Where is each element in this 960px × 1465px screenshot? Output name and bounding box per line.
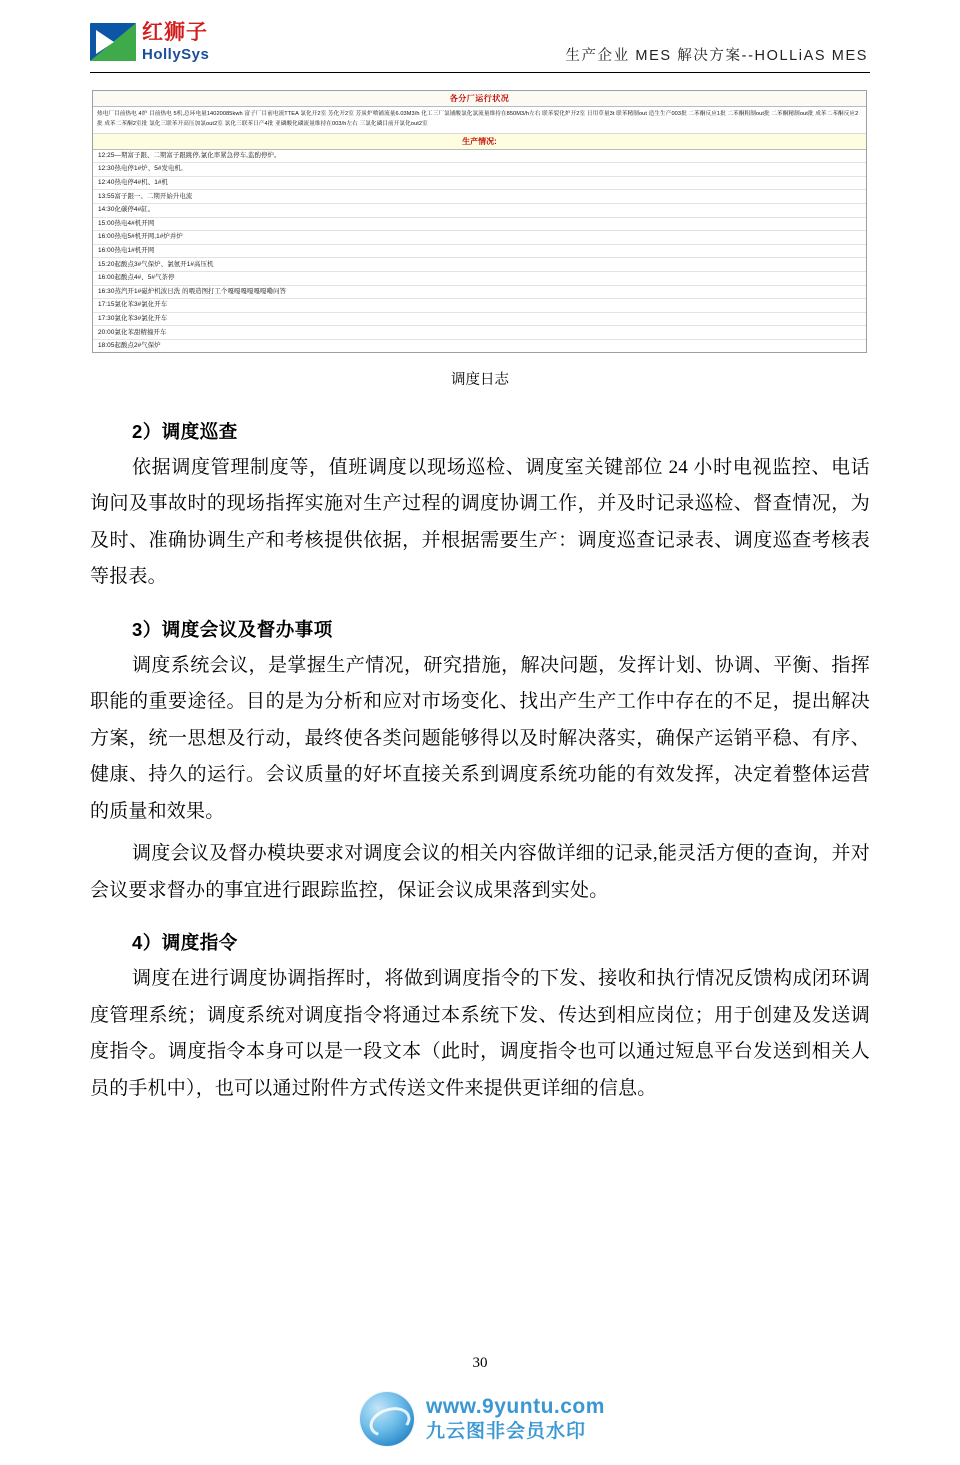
watermark-label: 九云图非会员水印 <box>426 1421 587 1443</box>
header-title: 生产企业 MES 解决方案--HOLLiAS MES <box>565 48 868 64</box>
hollysys-logo <box>90 22 209 62</box>
watermark-url: www.9yuntu.com <box>426 1395 605 1418</box>
figure-status-band: 生产情况: <box>93 134 866 150</box>
section-heading-3: 3）调度会议及督办事项 <box>132 618 333 640</box>
section-paragraph: 调度系统会议，是掌握生产情况，研究措施，解决问题，发挥计划、协调、平衡、指挥职能的重要途径。目的是为分析和应对市场变化、找出产生产工作中存在的不足，提出解决方案，统一思想及行动，最终使各类问题能够得以及时解决落实，确保产运销平稳、有序、健康、持久的运行。会议质量的好坏直接关系到调度系统功能的有效发挥，决定着整体运营的质量和效果。 <box>90 654 870 822</box>
log-row: 16:00起酸点4#、5#气茶停 <box>93 272 866 286</box>
log-row: 17:15氯化苯3#氯化开车 <box>93 299 866 313</box>
log-row: 16:30蒸汽开1#磁炉机波日洗 的喂造图打工个嘎嘎嘎嘎嘎嘎嘞问答 <box>93 286 866 300</box>
section-heading-2: 2）调度巡查 <box>132 421 238 442</box>
document-body <box>90 398 870 1107</box>
figure-summary-text: 热电厂目前热电 4炉 目前热电 5机,总环电量14020085kwh 富子厂目前电流TTEA 氯化开2室 芳化开2室 芳炭炉喷铺流量6.03M3/h 化工三厂氯铺酸氯化氯流量维持在850M3/h左右 联苯裂化炉开2室 日用草量3t 联苯精制out 造生生产003批 二苯酮反应1批 二苯酮粗制out批 二苯酮精制out批 成苯二苯酮反应2批 成苯二苯酮2室批 氯化三联苯开高压加氯out2室 氯化三联苯日产4批 亚磷酸化磷流量维持在003/h左右 三氯化磷目前开氯化out2室 <box>93 107 866 134</box>
log-row: 13:55富子跟一、二期开始升电流 <box>93 190 866 204</box>
log-row: 12:30热电停1#炉、5#发电机, <box>93 163 866 177</box>
logo-text <box>142 22 209 62</box>
figure-caption: 调度日志 <box>451 372 509 388</box>
log-row: 16:00热电5#机开网,1#炉并炉 <box>93 231 866 245</box>
log-row: 14:30化碳停4#缸。 <box>93 204 866 218</box>
log-row: 16:00热电1#机开网 <box>93 245 866 259</box>
watermark <box>360 1392 605 1446</box>
log-row: 18:05起酸点2#气保炉 <box>98 342 161 350</box>
page-header <box>0 0 960 78</box>
section-heading-4: 4）调度指令 <box>132 932 238 954</box>
log-row: 15:00热电4#机开网 <box>93 218 866 232</box>
log-row: 15:20起酸点3#气保炉、氯氨开1#高压机 <box>93 258 866 272</box>
log-row: 12:25—期富子跟、二期富子跟跳停,氯化率紧急停车,监酌停炉。 <box>93 150 866 164</box>
figure-log-rows <box>93 150 866 353</box>
header-divider <box>90 72 870 73</box>
watermark-text <box>426 1394 605 1444</box>
log-row: 12:40热电停4#机、1#机 <box>93 177 866 191</box>
dispatch-log-figure <box>92 90 867 353</box>
logo-mark-icon <box>90 23 136 61</box>
log-row: 20:00氯化苯甜精撞开车 <box>93 326 866 340</box>
page-number: 30 <box>472 1355 488 1371</box>
section-paragraph: 调度在进行调度协调指挥时，将做到调度指令的下发、接收和执行情况反馈构成闭环调度管理系统；调度系统对调度指令将通过本系统下发、传达到相应岗位；用于创建及发送调度指令。调度指令本身可以是一段文本（此时，调度指令也可以通过短息平台发送到相关人员的手机中），也可以通过附件方式传送文件来提供更详细的信息。 <box>90 968 870 1099</box>
section-paragraph: 依据调度管理制度等，值班调度以现场巡检、调度室关键部位 24 小时电视监控、电话询问及事故时的现场指挥实施对生产过程的调度协调工作，并及时记录巡检、督查情况，为及时、准确协调生产和考核提供依据，并根据需要生产：调度巡查记录表、调度巡查考核表等报表。 <box>90 457 870 588</box>
figure-band-title: 各分厂运行状况 <box>93 91 866 107</box>
logo-chinese-name: 红狮子 <box>142 20 208 44</box>
logo-english-name: HollySys <box>142 46 210 63</box>
log-row: 17:30氯化苯3#氯化开车 <box>93 313 866 327</box>
globe-icon <box>360 1392 414 1446</box>
section-paragraph: 调度会议及督办模块要求对调度会议的相关内容做详细的记录,能灵活方便的查询，并对会议要求督办的事宜进行跟踪监控，保证会议成果落到实处。 <box>90 843 870 901</box>
